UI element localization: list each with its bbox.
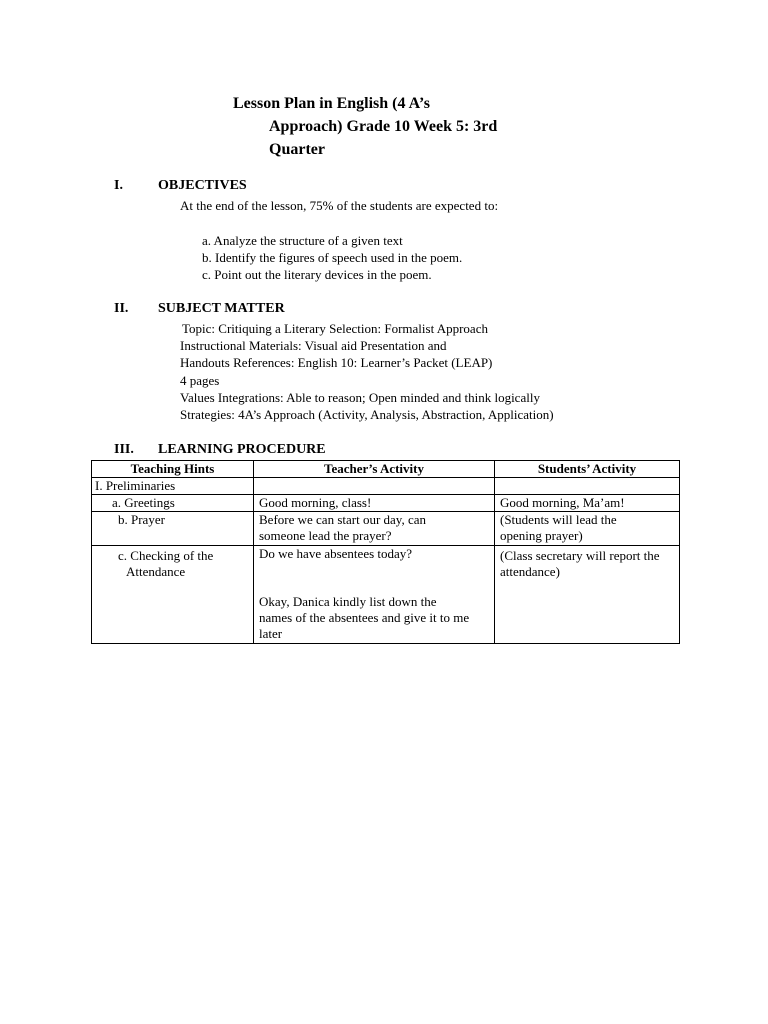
empty-cell [495,478,680,495]
column-header-students-activity: Students’ Activity [495,461,680,478]
cell-text: c. Checking of the [118,548,214,563]
subject-matter-line: Instructional Materials: Visual aid Presentation and [180,338,447,353]
students-activity-cell [495,495,680,512]
table-row [92,512,680,546]
cell-text: Okay, Danica kindly list down the [259,594,437,609]
cell-text: attendance) [500,564,560,579]
teacher-activity-cell [254,495,495,512]
subject-matter-line: 4 pages [180,373,220,388]
objective-item: a. Analyze the structure of a given text [202,233,403,248]
teacher-activity-cell [254,546,495,644]
document-title-line-3: Quarter [269,141,325,158]
table-header-row [92,461,680,478]
section-heading-learning-procedure: LEARNING PROCEDURE [158,442,326,457]
teaching-hint-cell [92,546,254,644]
empty-cell [254,478,495,495]
table-row-section [92,478,680,495]
cell-text: Attendance [126,564,186,579]
subject-matter-line: Strategies: 4A’s Approach (Activity, Analysis, Abstraction, Application) [180,407,554,422]
table-row [92,495,680,512]
cell-text: names of the absentees and give it to me [259,610,470,625]
students-activity-cell [495,512,680,546]
table-row [92,546,680,644]
document-title-line-1: Lesson Plan in English (4 A’s [233,95,430,112]
cell-text: opening prayer) [500,528,583,543]
subject-matter-line: Values Integrations: Able to reason; Open minded and think logically [180,390,540,405]
learning-procedure-table [91,460,680,644]
cell-text: Good morning, Ma’am! [500,495,625,510]
teaching-hint-cell [92,512,254,546]
cell-text: Good morning, class! [259,495,372,510]
cell-text: b. Prayer [118,512,165,527]
cell-text: Do we have absentees today? [259,546,413,561]
section-label-preliminaries: I. Preliminaries [92,478,254,495]
teacher-activity-cell [254,512,495,546]
students-activity-cell [495,546,680,644]
cell-text: Before we can start our day, can [259,512,426,527]
objective-item: b. Identify the figures of speech used in the poem. [202,250,463,265]
cell-text: later [259,626,283,641]
section-number-learning-procedure: III. [114,442,134,457]
section-heading-subject-matter: SUBJECT MATTER [158,301,285,316]
section-number-subject-matter: II. [114,301,129,316]
section-number-objectives: I. [114,178,123,193]
column-header-teaching-hints: Teaching Hints [92,461,254,478]
section-heading-objectives: OBJECTIVES [158,178,247,193]
objectives-intro: At the end of the lesson, 75% of the students are expected to: [180,198,499,213]
cell-text: (Students will lead the [500,512,617,527]
subject-matter-line: Topic: Critiquing a Literary Selection: Formalist Approach [182,321,488,336]
cell-text: a. Greetings [112,495,175,510]
cell-text: someone lead the prayer? [259,528,392,543]
teaching-hint-cell [92,495,254,512]
objective-item: c. Point out the literary devices in the poem. [202,267,432,282]
cell-text [259,562,489,594]
document-title-line-2: Approach) Grade 10 Week 5: 3rd [269,118,498,135]
cell-text: (Class secretary will report the [500,548,660,563]
subject-matter-line: Handouts References: English 10: Learner’s Packet (LEAP) [180,355,493,370]
column-header-teachers-activity: Teacher’s Activity [254,461,495,478]
